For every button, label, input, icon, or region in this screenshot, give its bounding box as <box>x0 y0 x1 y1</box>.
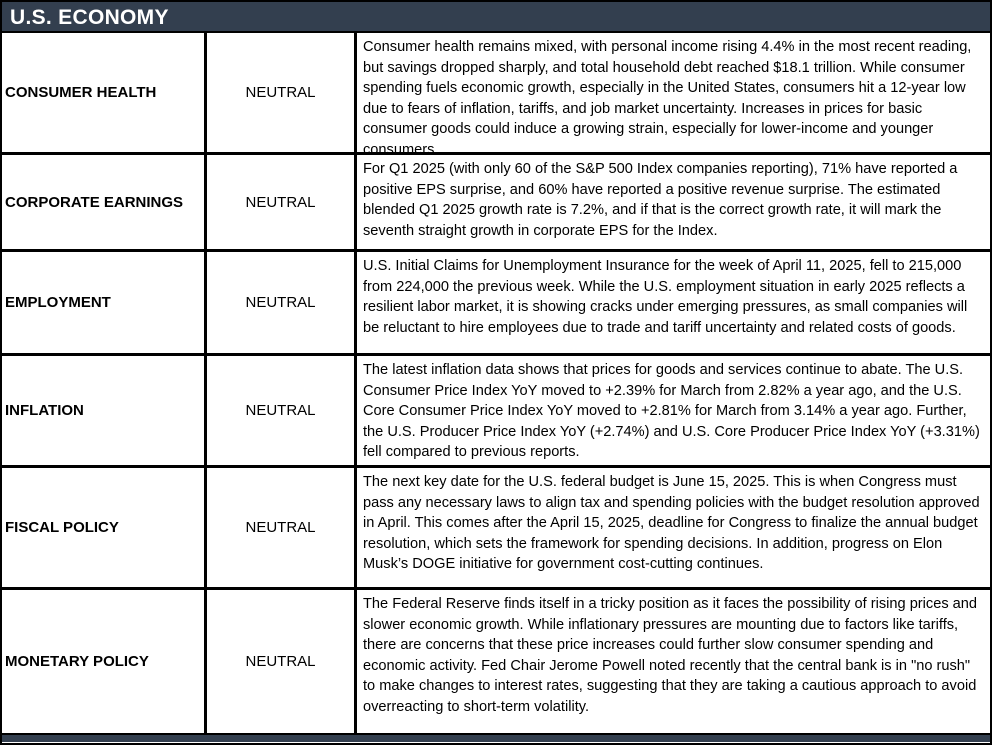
table-row-corporate-earnings <box>2 155 990 252</box>
rating-cell: NEUTRAL <box>207 590 357 733</box>
rating-cell: NEUTRAL <box>207 33 357 152</box>
category-cell: CONSUMER HEALTH <box>2 33 207 152</box>
description-cell: The latest inflation data shows that prices for goods and services continue to abate. The U.S. Consumer Price Index YoY moved to +2.39% for March from 2.82% a year ago, and the U.S. Core Consumer Price Index YoY moved to +2.81% for March from 3.14% a year ago. Further, the U.S. Producer Price Index YoY (+2.74%) and U.S. Core Producer Price Index YoY (+3.31%) fell compared to previous reports. <box>363 362 980 461</box>
economy-table <box>2 33 990 735</box>
rating-cell: NEUTRAL <box>207 356 357 465</box>
description-cell: The next key date for the U.S. federal budget is June 15, 2025. This is when Congress must pass any necessary laws to align tax and spending policies with the budget resolution approved in April. This comes after the April 15, 2025, deadline for Congress to finalize the annual budget resolution, which sets the framework for spending decisions. In addition, progress on Elon Musk’s DOGE initiative for government cost-cutting continues. <box>363 474 980 573</box>
table-row-inflation <box>2 356 990 468</box>
section-header-us-economy <box>2 2 990 33</box>
table-row-fiscal-policy <box>2 468 990 590</box>
category-cell: MONETARY POLICY <box>2 590 207 733</box>
rating-cell: NEUTRAL <box>207 468 357 587</box>
table-row-consumer-health <box>2 33 990 158</box>
rating-cell: NEUTRAL <box>207 155 357 249</box>
category-cell: FISCAL POLICY <box>2 468 207 587</box>
description-cell: The Federal Reserve finds itself in a tricky position as it faces the possibility of rising prices and slower economic growth. While inflationary pressures are mounting due to factors like tariffs, there are concerns that these price increases could further slow consumer spending and economic activity. Fed Chair Jerome Powell noted recently that the central bank is in "no rush" to make changes to interest rates, suggesting that they are taking a cautious approach to avoid overreacting to short-term volatility. <box>363 596 978 715</box>
category-cell: EMPLOYMENT <box>2 252 207 353</box>
description-cell: U.S. Initial Claims for Unemployment Insurance for the week of April 11, 2025, fell to 215,000 from 224,000 the previous week. While the U.S. employment situation in early 2025 reflects a resilient labor market, it is showing cracks under emerging pressures, as small companies will be reluctant to hire employees due to trade and tariff uncertainty and related costs of goods. <box>363 258 968 336</box>
table-row-employment <box>2 252 990 356</box>
section-title: U.S. ECONOMY <box>10 5 169 29</box>
description-cell: Consumer health remains mixed, with personal income rising 4.4% in the most recent reading, but savings dropped sharply, and total household debt reached $18.1 trillion. While consumer spending fuels economic growth, especially in the United States, consumers hit a 12-year low due to fears of inflation, tariffs, and job market uncertainty. Increases in prices for basic consumer goods could induce a growing strain, especially for lower-income and younger consumers. <box>363 39 972 158</box>
category-cell: INFLATION <box>2 356 207 465</box>
next-section-header-partial <box>2 735 990 742</box>
table-row-monetary-policy <box>2 590 990 735</box>
category-cell: CORPORATE EARNINGS <box>2 155 207 249</box>
description-cell: For Q1 2025 (with only 60 of the S&P 500 Index companies reporting), 71% have reported a positive EPS surprise, and 60% have reported a positive revenue surprise. The estimated blended Q1 2025 growth rate is 7.2%, and if that is the correct growth rate, it will mark the seventh straight growth in corporate EPS for the Index. <box>363 161 958 239</box>
rating-cell: NEUTRAL <box>207 252 357 353</box>
